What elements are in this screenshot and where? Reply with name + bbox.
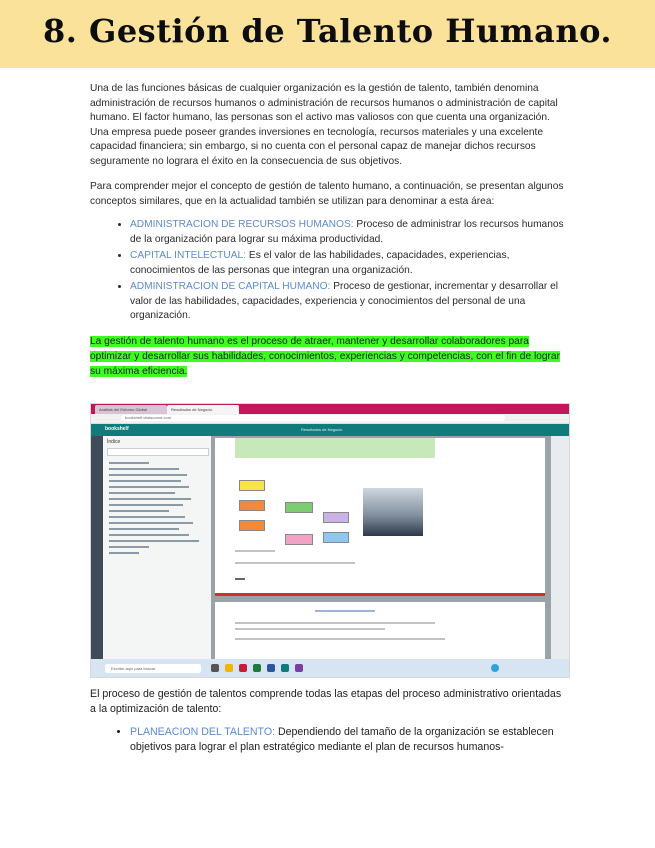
browser-tab-active[interactable]: Resultados de Negocio — [167, 405, 239, 414]
toc-line — [109, 486, 189, 488]
windows-taskbar — [91, 659, 569, 678]
diagram-box — [285, 502, 313, 513]
diagram-box — [239, 500, 265, 511]
toc-line — [109, 468, 179, 470]
reader-page — [215, 602, 545, 662]
text-line — [235, 638, 445, 640]
toc-line — [109, 498, 191, 500]
url-field[interactable]: bookshelf.vitalsource.com — [121, 415, 505, 421]
team-photo — [363, 488, 423, 536]
highlighted-definition — [90, 334, 560, 379]
taskview-icon[interactable] — [211, 664, 219, 672]
diagram-box — [323, 512, 349, 523]
toc-line — [109, 462, 149, 464]
toc-line — [109, 492, 175, 494]
diagram-box — [239, 520, 265, 531]
list-item — [130, 725, 568, 755]
toc-line — [109, 516, 185, 518]
toc-search[interactable] — [107, 448, 209, 456]
toc-line — [109, 528, 179, 530]
concept-term: ADMINISTRACION DE RECURSOS HUMANOS: — [130, 219, 354, 230]
app-logo: bookshelf — [105, 426, 129, 432]
text-line — [235, 628, 385, 630]
toc-heading: Índice — [107, 439, 121, 445]
concept-term: CAPITAL INTELECTUAL: — [130, 250, 247, 261]
text-line — [235, 562, 355, 564]
system-tray-icon[interactable] — [491, 664, 499, 672]
list-item — [130, 249, 568, 278]
toc-line — [109, 546, 149, 548]
diagram-box — [239, 480, 265, 491]
concept-text: Proceso de gestionar, incrementar y desarrollar el valor de las habilidades, capacidades, experiencia y conocimientos del personal de una organización. — [130, 281, 559, 321]
concept-text: Proceso de administrar los recursos humanos de la organización para lograr su máxima productividad. — [130, 219, 564, 245]
left-rail — [91, 436, 103, 659]
browser-tab[interactable]: Análisis del Entorno Global — [95, 405, 167, 414]
diagram-box — [285, 534, 313, 545]
reader-area — [211, 436, 551, 659]
text-line — [235, 550, 275, 552]
intro-paragraph: Una de las funciones básicas de cualquier organización es la gestión de talento, también denomina administración de recursos humanos o administración de recursos humanos o administración de capital humano. El factor humano, las personas son el activo mas valiosos con que cuenta una organización. Una empresa puede poseer grandes inversiones en tecnología, recursos materiales y una excelente capacidad financiera; sin embargo, si no cuenta con el personal capaz de manejar dichos recursos seguramente no lograra el éxito en la consecuencia de sus objetivos. — [90, 83, 558, 167]
section-title: 8. Gestión de Talento Humano. — [42, 12, 613, 50]
address-bar — [91, 414, 569, 424]
toc-line — [109, 540, 199, 542]
browser-tab-bar — [91, 404, 569, 414]
process-text: Dependiendo del tamaño de la organización se establecen objetivos para lograr el plan estratégico mediante el plan de recursos humanos- — [130, 726, 554, 753]
taskbar-search[interactable]: Escribe aquí para buscar — [105, 664, 201, 673]
toc-line — [109, 474, 187, 476]
toc-line — [109, 522, 193, 524]
list-item — [130, 218, 568, 247]
right-panel — [551, 436, 570, 659]
text-line — [315, 610, 375, 612]
page-divider — [215, 593, 545, 596]
concepts-intro-paragraph: Para comprender mejor el concepto de gestión de talento humano, a continuación, se presentan algunos conceptos similares, que en la actualidad también se utilizan para denominar a esta área: — [90, 181, 564, 207]
toc-panel — [103, 436, 212, 659]
list-item — [130, 280, 568, 324]
reader-page — [215, 438, 545, 596]
toc-line — [109, 534, 189, 536]
toc-line — [109, 480, 181, 482]
excel-icon[interactable] — [253, 664, 261, 672]
toc-line — [109, 510, 169, 512]
highlighted-passage — [235, 438, 435, 458]
concept-term: ADMINISTRACION DE CAPITAL HUMANO: — [130, 281, 331, 292]
highlight-text: La gestión de talento humano es el proceso de atraer, mantener y desarrollar colaboradores para optimizar y desarrollar sus habilidades, conocimientos, experiencias y competencias, con el fin de lograr su máxima eficiencia. — [90, 336, 560, 377]
process-term: PLANEACION DEL TALENTO: — [130, 726, 276, 738]
toc-line — [109, 552, 139, 554]
app-icon[interactable] — [239, 664, 247, 672]
concept-text: Es el valor de las habilidades, capacidades, experiencias, conocimientos de las personas que integran una organización. — [130, 250, 510, 276]
app-header — [91, 424, 569, 436]
process-list — [90, 725, 568, 755]
concepts-list — [90, 218, 568, 326]
diagram-box — [323, 532, 349, 543]
app-icon[interactable] — [295, 664, 303, 672]
app-icon[interactable] — [281, 664, 289, 672]
text-line — [235, 622, 435, 624]
folder-icon[interactable] — [225, 664, 233, 672]
toc-line — [109, 504, 183, 506]
process-intro-paragraph: El proceso de gestión de talentos comprende todas las etapas del proceso administrativo orientadas a la optimización de talento: — [90, 688, 562, 715]
text-line — [235, 578, 245, 580]
embedded-screenshot — [90, 403, 570, 678]
app-window-title: Resultados de Negocio — [301, 427, 343, 432]
word-icon[interactable] — [267, 664, 275, 672]
